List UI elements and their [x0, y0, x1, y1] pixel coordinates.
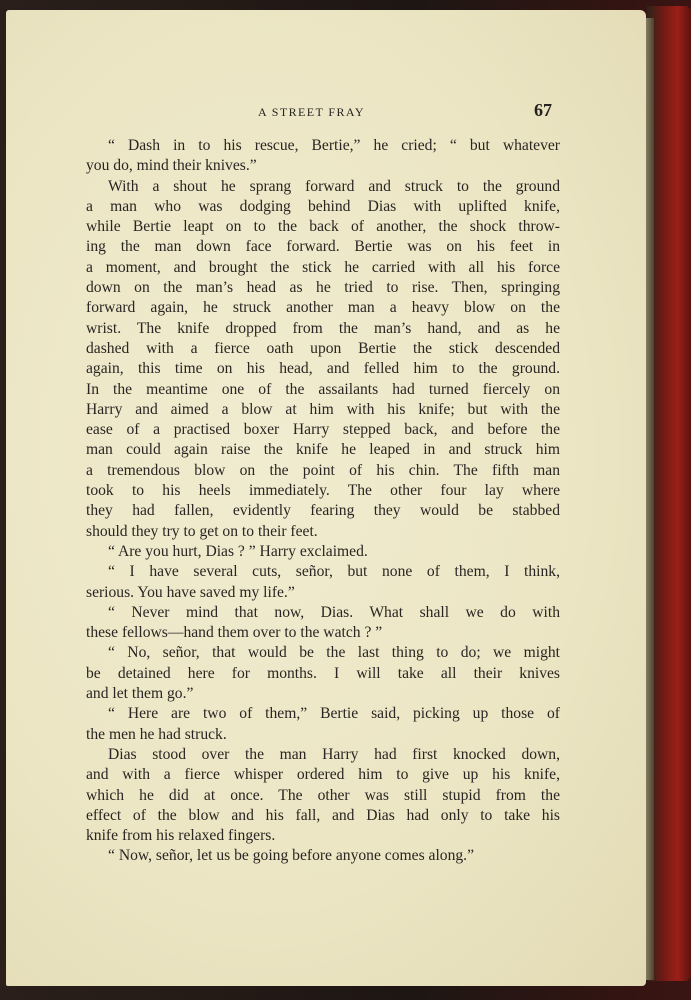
text-line: man could again raise the knife he leaped in and struck him — [86, 441, 560, 459]
text-line: should they try to get on to their feet. — [86, 522, 318, 540]
text-line: while Bertie leapt on to the back of another, the shock throw- — [86, 218, 560, 236]
text-line: they had fallen, evidently fearing they would be stabbed — [86, 502, 560, 520]
text-line: down on the man’s head as he tried to rise. Then, springing — [86, 279, 560, 297]
body-text — [86, 136, 560, 867]
text-line: ing the man down face forward. Bertie was on his feet in — [86, 238, 560, 256]
text-line: these fellows—hand them over to the watch ? ” — [86, 624, 383, 642]
text-line: a tremendous blow on the point of his chin. The fifth man — [86, 461, 560, 479]
text-line: which he did at once. The other was still stupid from the — [86, 786, 560, 804]
text-line: “ Never mind that now, Dias. What shall we do with — [108, 603, 560, 621]
text-line: wrist. The knife dropped from the man’s hand, and as he — [86, 319, 560, 337]
text-line: ease of a practised boxer Harry stepped back, and before the — [86, 421, 560, 439]
text-line: and let them go.” — [86, 685, 194, 703]
text-line: be detained here for months. I will take all their knives — [86, 664, 560, 682]
text-line: dashed with a fierce oath upon Bertie the stick descended — [86, 339, 560, 357]
text-line: forward again, he struck another man a heavy blow on the — [86, 299, 560, 317]
text-line: serious. You have saved my life.” — [86, 583, 295, 601]
text-line: you do, mind their knives.” — [86, 157, 257, 175]
text-line: Harry and aimed a blow at him with his knife; but with the — [86, 400, 560, 418]
text-line: With a shout he sprang forward and struck to the ground — [108, 177, 560, 195]
text-line: “ I have several cuts, señor, but none of them, I think, — [108, 563, 560, 581]
page-number: 67 — [534, 100, 552, 120]
text-line: effect of the blow and his fall, and Dias had only to take his — [86, 806, 560, 824]
text-line: In the meantime one of the assailants had turned fiercely on — [86, 380, 560, 398]
text-line: and with a fierce whisper ordered him to give up his knife, — [86, 766, 560, 784]
page-header — [6, 102, 646, 126]
text-line: “ Here are two of them,” Bertie said, picking up those of — [108, 705, 560, 723]
text-line: a moment, and brought the stick he carried with all his force — [86, 258, 560, 276]
text-line: the men he had struck. — [86, 725, 227, 743]
text-line: Dias stood over the man Harry had first knocked down, — [108, 745, 560, 763]
text-line: “ Dash in to his rescue, Bertie,” he cried; “ but whatever — [108, 137, 560, 154]
text-line: a man who was dodging behind Dias with uplifted knife, — [86, 197, 560, 215]
text-line: again, this time on his head, and felled him to the ground. — [86, 360, 560, 378]
text-line: knife from his relaxed fingers. — [86, 827, 276, 845]
text-line: “ Now, señor, let us be going before anyone comes along.” — [108, 847, 475, 865]
running-head: A STREET FRAY — [258, 105, 365, 119]
text-line: “ No, señor, that would be the last thing to do; we might — [108, 644, 560, 662]
text-line: took to his heels immediately. The other four lay where — [86, 482, 560, 500]
book-page — [6, 10, 646, 986]
text-line: “ Are you hurt, Dias ? ” Harry exclaimed. — [108, 542, 368, 560]
